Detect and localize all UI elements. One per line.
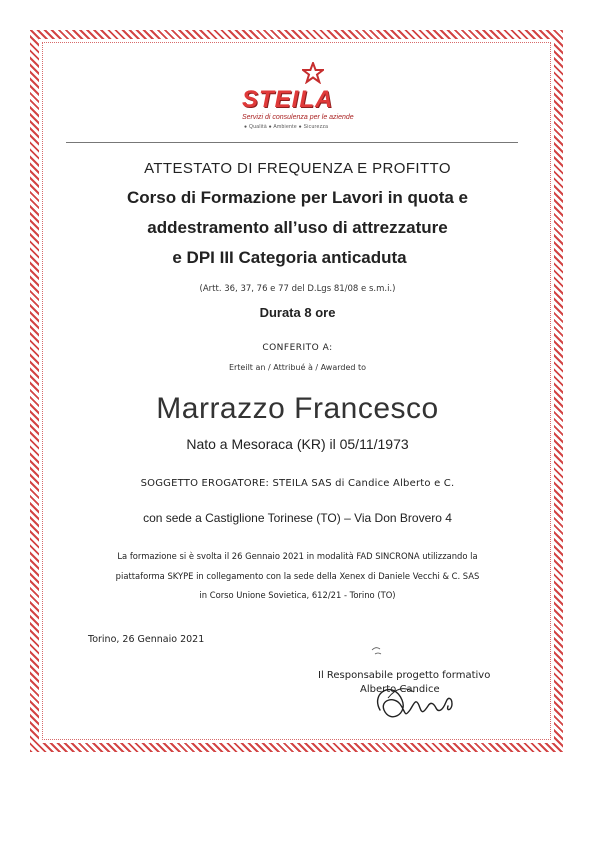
training-info-line2: piattaforma SKYPE in collegamento con la sede della Xenex di Daniele Vecchi & C. SAS	[115, 571, 480, 581]
logo-tags: ● Qualità ● Ambiente ● Sicurezza	[244, 124, 329, 130]
responsible-title: Il Responsabile progetto formativo	[318, 670, 491, 681]
star-icon	[302, 62, 324, 84]
training-info-line3: in Corso Unione Sovietica, 612/21 - Torino (TO)	[199, 590, 396, 600]
awarded-to-label: Erteilt an / Attribué à / Awarded to	[228, 363, 367, 372]
conferred-label: CONFERITO A:	[262, 343, 333, 353]
certificate-heading: ATTESTATO DI FREQUENZA E PROFITTO	[144, 160, 451, 177]
provider-address: con sede a Castiglione Torinese (TO) – Via Don Brovero 4	[143, 511, 452, 525]
course-title-line2: addestramento all’uso di attrezzature	[147, 218, 448, 237]
logo-brand: STEILA	[242, 86, 334, 113]
header-divider	[66, 142, 518, 143]
recipient-birth: Nato a Mesoraca (KR) il 05/11/1973	[186, 436, 409, 452]
course-title-line1: Corso di Formazione per Lavori in quota e	[127, 188, 468, 207]
responsible-name: Alberto Candice	[360, 684, 440, 695]
training-info-line1: La formazione si è svolta il 26 Gennaio 2021 in modalità FAD SINCRONA utilizzando la	[117, 551, 478, 561]
provider: SOGGETTO EROGATORE: STEILA SAS di Candice Alberto e C.	[140, 478, 455, 489]
steila-logo	[242, 62, 372, 132]
course-title-line3: e DPI III Categoria anticaduta	[172, 248, 407, 267]
recipient-name: Marrazzo Francesco	[156, 392, 439, 425]
course-duration: Durata 8 ore	[259, 305, 336, 320]
logo-tagline: Servizi di consulenza per le aziende	[242, 114, 354, 121]
place-date: Torino, 26 Gennaio 2021	[88, 634, 205, 645]
legal-reference: (Artt. 36, 37, 76 e 77 del D.Lgs 81/08 e s.m.i.)	[199, 284, 396, 294]
